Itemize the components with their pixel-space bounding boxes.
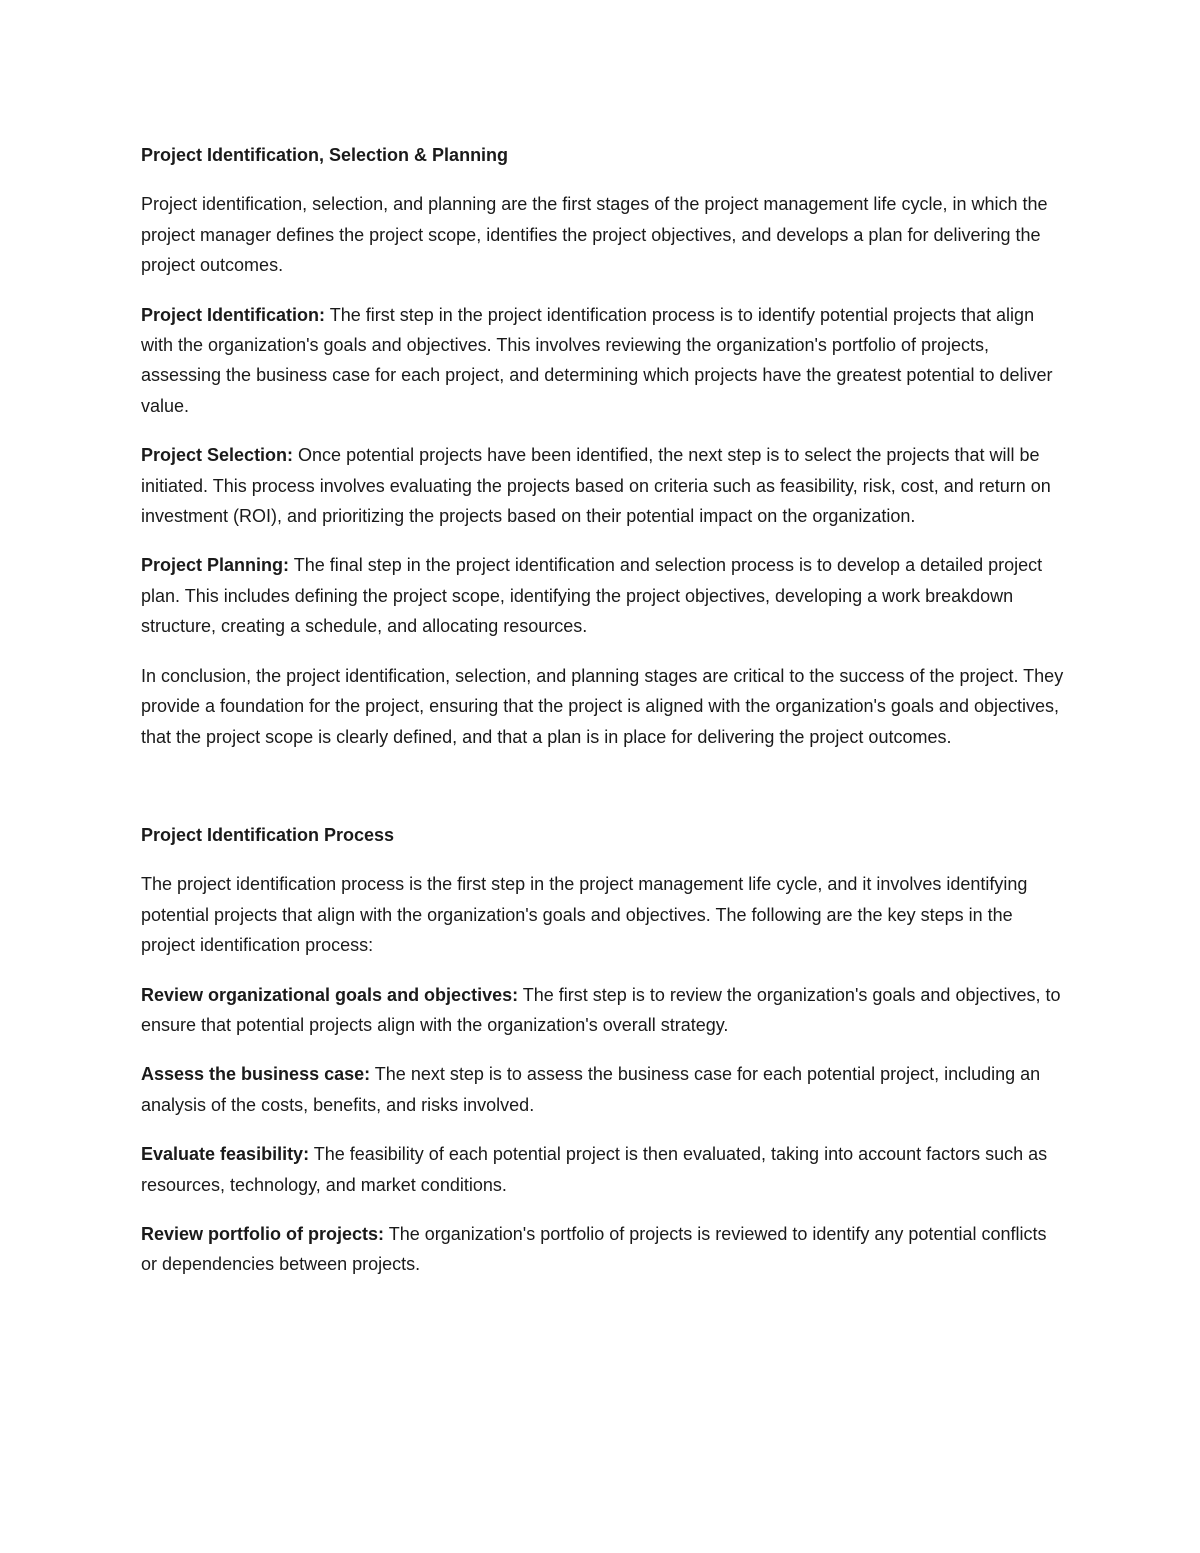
term-review-portfolio: Review portfolio of projects:	[141, 1223, 385, 1244]
paragraph-project-planning	[141, 550, 1066, 641]
text-review-portfolio: The organization's portfolio of projects is reviewed to identify any potential conflicts or dependencies between projects.	[141, 1223, 1047, 1275]
text-evaluate-feasibility: The feasibility of each potential project is then evaluated, taking into account factors such as resources, technology, and market conditions.	[141, 1144, 1048, 1195]
document-body	[141, 140, 1066, 1299]
text-review-goals: The first step is to review the organization's goals and objectives, to ensure that potential projects align with the organization's overall strategy.	[141, 984, 1061, 1035]
paragraph-review-portfolio	[141, 1219, 1066, 1280]
text-assess-business-case: The next step is to assess the business case for each potential project, including an analysis of the costs, benefits, and risks involved.	[141, 1064, 1041, 1115]
term-evaluate-feasibility: Evaluate feasibility:	[141, 1144, 310, 1165]
paragraph-evaluate-feasibility	[141, 1139, 1066, 1200]
intro-paragraph: Project identification, selection, and planning are the first stages of the project management life cycle, in which the project manager defines the project scope, identifies the project objectives, and develops a plan for delivering the project outcomes.	[141, 194, 1048, 276]
section-spacer	[141, 771, 1066, 820]
paragraph-assess-business-case	[141, 1059, 1066, 1120]
conclusion-paragraph: In conclusion, the project identification, selection, and planning stages are critical to the success of the project. They provide a foundation for the project, ensuring that the project is aligned with the organization's goals and objectives, that the project scope is clearly defined, and that a plan is in place for delivering the project outcomes.	[141, 665, 1064, 747]
term-project-selection: Project Selection:	[141, 445, 294, 466]
section-heading-identification-selection-planning: Project Identification, Selection & Planning	[141, 145, 509, 165]
text-project-planning: The final step in the project identification and selection process is to develop a detailed project plan. This includes defining the project scope, identifying the project objectives, developing a work breakdown structure, creating a schedule, and allocating resources.	[141, 555, 1043, 637]
term-project-identification: Project Identification:	[141, 304, 326, 325]
text-project-identification: The first step in the project identification process is to identify potential projects that align with the organization's goals and objectives. This involves reviewing the organization's portfolio of projects, assessing the business case for each project, and determining which projects have the greatest potential to deliver value.	[141, 304, 1053, 416]
term-review-goals: Review organizational goals and objectives:	[141, 984, 519, 1005]
term-project-planning: Project Planning:	[141, 555, 290, 576]
process-intro-paragraph: The project identification process is the first step in the project management life cycle, and it involves identifying potential projects that align with the organization's goals and objectives. The following are the key steps in the project identification process:	[141, 874, 1028, 956]
paragraph-review-goals	[141, 980, 1066, 1041]
text-project-selection: Once potential projects have been identified, the next step is to select the projects that will be initiated. This process involves evaluating the projects based on criteria such as feasibility, risk, cost, and return on investment (ROI), and prioritizing the projects based on their potential impact on the organization.	[141, 445, 1051, 527]
section-heading-identification-process: Project Identification Process	[141, 824, 395, 845]
paragraph-project-identification	[141, 300, 1066, 422]
paragraph-project-selection	[141, 440, 1066, 531]
term-assess-business-case: Assess the business case:	[141, 1064, 371, 1085]
